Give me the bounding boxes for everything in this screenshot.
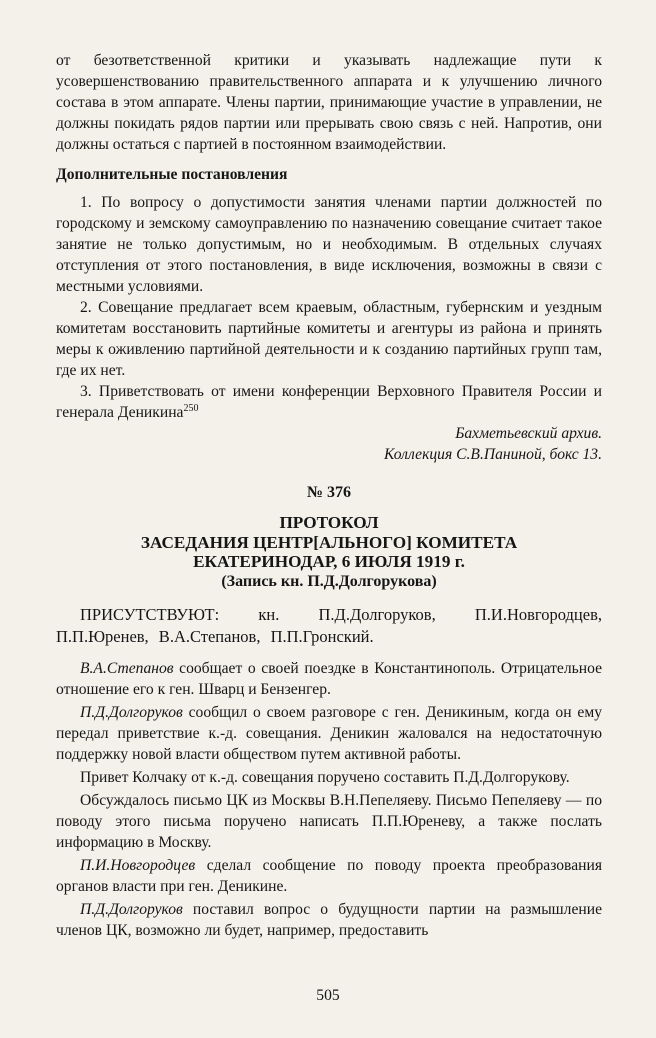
doc-title-1: ПРОТОКОЛ — [279, 513, 379, 532]
speaker: П.Д.Долгоруков — [80, 901, 183, 918]
speaker: П.И.Новгородцев — [80, 857, 196, 874]
resolution-1: 1. По вопросу о допустимости занятия членами партии должностей по городскому и земскому самоуправлению по назначению совещание считает такое занятие не только допустимым, но и необходимым. В отдельных случаях отступления от этого постановления, в виде исключения, возможны в связи с местными условиями. — [56, 194, 602, 295]
page-number: 505 — [316, 987, 340, 1004]
source-archive: Бахметьевский архив. — [455, 425, 602, 442]
minutes-item-1: В.А.Степанов сообщает о своей поездке в Константинополь. Отрицательное отношение его к ген. Шварц и Бензенгер. — [56, 660, 602, 698]
minutes-item-4: Обсуждалось письмо ЦК из Москвы В.Н.Пепеляеву. Письмо Пепеляеву — по поводу этого письма поручено написать П.П.Юреневу, а также послать информацию в Москву. — [56, 792, 602, 851]
resolution-2: 2. Совещание предлагает всем краевым, областным, губернским и уездным комитетам восстановить партийные комитеты и агентуры из района и принять меры к оживлению партийной деятельности и к созданию партийных групп там, где их нет. — [56, 299, 602, 379]
minutes-item-5: П.И.Новгородцев сделал сообщение по поводу проекта преобразования органов власти при ген. Деникине. — [56, 857, 602, 895]
page-text — [56, 50, 602, 941]
speaker: В.А.Степанов — [80, 660, 174, 677]
section-heading: Дополнительные постановления — [56, 166, 288, 183]
resolution-3-text: 3. Приветствовать от имени конференции Верховного Правителя России и генерала Деникина — [56, 383, 602, 421]
source-collection: Коллекция С.В.Паниной, бокс 13. — [384, 446, 602, 463]
speaker: П.Д.Долгоруков — [80, 704, 183, 721]
resolution-3 — [56, 381, 602, 423]
minutes-item-6: П.Д.Долгоруков поставил вопрос о будущности партии на размышление членов ЦК, возможно ли будет, например, предоставить — [56, 901, 602, 939]
footnote-ref: 250 — [183, 402, 199, 414]
attendees: ПРИСУТСТВУЮТ: кн. П.Д.Долгоруков, П.И.Новгородцев, П.П.Юренев, В.А.Степанов, П.П.Гронский. — [56, 605, 602, 646]
doc-title-2: ЗАСЕДАНИЯ ЦЕНТР[АЛЬНОГО] КОМИТЕТА — [140, 532, 518, 552]
doc-title-3: ЕКАТЕРИНОДАР, 6 ИЮЛЯ 1919 г. — [193, 552, 465, 571]
document-number: № 376 — [306, 484, 352, 501]
paragraph-continuation: от безответственной критики и указывать надлежащие пути к усовершенствованию правительственного аппарата и к улучшению личного состава в этом аппарате. Члены партии, принимающие участие в управлении, не должны покидать рядов партии или прерывать свою связь с ней. Напротив, они должны остаться с партией в постоянном взаимодействии. — [56, 52, 602, 153]
doc-subtitle: (Запись кн. П.Д.Долгорукова) — [221, 572, 437, 590]
minutes-item-3: Привет Колчаку от к.-д. совещания поручено составить П.Д.Долгорукову. — [80, 769, 570, 786]
minutes-item-2: П.Д.Долгоруков сообщил о своем разговоре с ген. Деникиным, когда он ему передал приветствие к.-д. совещания. Деникин жаловался на недостаточную поддержку новой власти обществом путем активной работы. — [56, 704, 602, 763]
